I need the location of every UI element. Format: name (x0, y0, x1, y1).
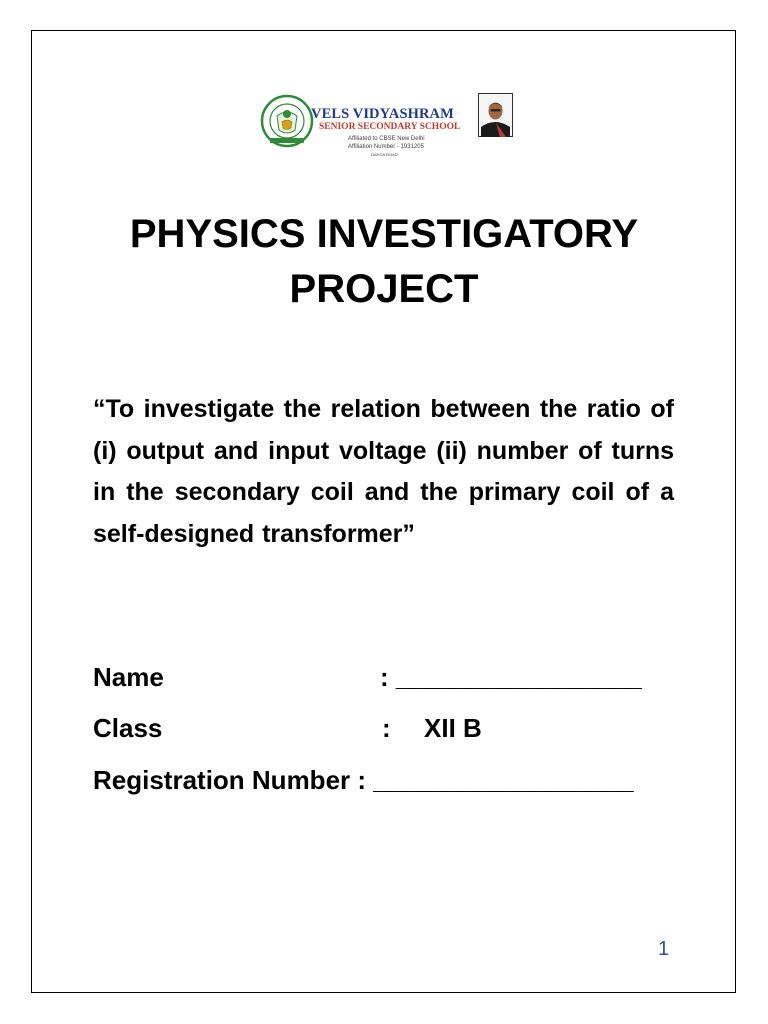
school-logo-banner (253, 89, 515, 161)
school-name: VELS VIDYASHRAM (311, 106, 454, 122)
registration-number-field: Registration Number : __________________ (93, 765, 634, 795)
affiliation-number: Affiliation Number - 1931205 (348, 144, 424, 150)
name-label: Name (93, 662, 164, 692)
school-subtitle: SENIOR SECONDARY SCHOOL (319, 122, 461, 132)
title-line-1: PHYSICS INVESTIGATORY (129, 212, 639, 256)
title-line-2: PROJECT (289, 267, 479, 311)
founder-portrait-icon (478, 93, 513, 137)
page-title (40, 207, 728, 317)
school-location: DARGA ROAD (371, 152, 398, 157)
school-seal-icon (260, 94, 314, 148)
class-label: Class (93, 713, 163, 743)
page-number: 1 (658, 938, 670, 960)
class-value: XII B (424, 713, 482, 743)
class-colon: : (382, 713, 391, 743)
name-field: : _________________ (380, 662, 642, 692)
project-objective: “To investigate the relation between the ratio of (i) output and input voltage (ii) number of turns in the secondary coil and the primary coil of a self-designed transformer” (93, 395, 674, 548)
affiliation-line: Affiliated to CBSE New Delhi (348, 136, 425, 142)
